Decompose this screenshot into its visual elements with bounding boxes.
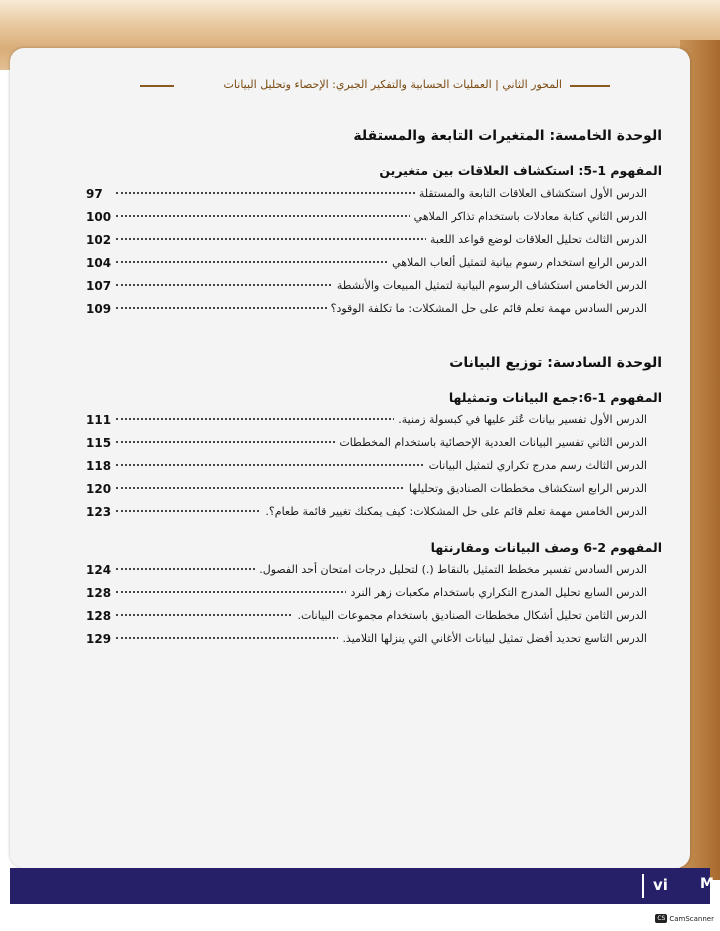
lesson-page-number: 128 (86, 586, 112, 600)
lesson-row[interactable] (86, 302, 647, 320)
lesson-row[interactable] (86, 279, 647, 297)
lesson-title: الدرس الرابع استكشاف مخططات الصناديق وتحليلها (405, 482, 647, 495)
lesson-row[interactable] (86, 609, 647, 627)
lesson-title: الدرس الخامس مهمة تعلم قائم على حل المشكلات: كيف يمكنك تغيير قائمة طعام؟. (261, 505, 647, 518)
lesson-page-number: 109 (86, 302, 112, 316)
footer-page-numeral: vi (653, 876, 668, 894)
lesson-title: الدرس الرابع استخدام رسوم بيانية لتمثيل ألعاب الملاهي (388, 256, 647, 269)
lesson-title: الدرس الأول استكشاف العلاقات التابعة والمستقلة (415, 187, 647, 200)
lesson-title: الدرس الثاني كتابة معادلات باستخدام تذاكر الملاهي (410, 210, 647, 223)
lesson-page-number: 107 (86, 279, 112, 293)
lesson-row[interactable] (86, 436, 647, 454)
concept-title: المفهوم 1-5: استكشاف العلاقات بين متغيرين (379, 163, 662, 178)
lesson-title: الدرس الثامن تحليل أشكال مخططات الصناديق باستخدام مجموعات البيانات. (293, 609, 647, 622)
camscanner-logo-icon: CS (657, 915, 666, 922)
header-rule-left (140, 85, 174, 87)
lesson-page-number: 118 (86, 459, 112, 473)
section-header-text: المحور الثاني | العمليات الحسابية والتفكير الجبري: الإحصاء وتحليل البيانات (223, 78, 562, 91)
lesson-page-number: 111 (86, 413, 112, 427)
scanner-watermark (655, 914, 714, 923)
lesson-page-number: 100 (86, 210, 112, 224)
lesson-title: الدرس الخامس استكشاف الرسوم البيانية لتمثيل المبيعات والأنشطة (333, 279, 647, 292)
lesson-page-number: 115 (86, 436, 112, 450)
scanner-label: CamScanner (669, 914, 714, 923)
footer-letter: M (700, 876, 714, 892)
lesson-row[interactable] (86, 563, 647, 581)
concept-title: المفهوم 2-6 وصف البيانات ومقارنتها (430, 540, 662, 555)
footer-bar (10, 868, 714, 904)
lesson-row[interactable] (86, 505, 647, 523)
lesson-title: الدرس الثالث رسم مدرج تكراري لتمثيل البيانات (425, 459, 647, 472)
lesson-row[interactable] (86, 482, 647, 500)
lesson-row[interactable] (86, 459, 647, 477)
lesson-page-number: 104 (86, 256, 112, 270)
lesson-title: الدرس الثالث تحليل العلاقات لوضع قواعد اللعبة (426, 233, 647, 246)
lesson-row[interactable] (86, 632, 647, 650)
lesson-title: الدرس التاسع تحديد أفضل تمثيل لبيانات الأغاني التي ينزلها التلاميذ. (338, 632, 647, 645)
lesson-row[interactable] (86, 187, 647, 205)
unit-title: الوحدة الخامسة: المتغيرات التابعة والمستقلة (353, 128, 662, 144)
lesson-title: الدرس الثاني تفسير البيانات العددية الإحصائية باستخدام المخططات (335, 436, 647, 449)
lesson-page-number: 123 (86, 505, 112, 519)
lesson-row[interactable] (86, 233, 647, 251)
lesson-title: الدرس السابع تحليل المدرج التكراري باستخدام مكعبات زهر النرد (346, 586, 647, 599)
footer-separator (642, 874, 644, 898)
lesson-row[interactable] (86, 256, 647, 274)
lesson-title: الدرس السادس مهمة تعلم قائم على حل المشكلات: ما تكلفة الوقود؟ (327, 302, 647, 315)
lesson-row[interactable] (86, 413, 647, 431)
lesson-page-number: 124 (86, 563, 112, 577)
lesson-row[interactable] (86, 586, 647, 604)
lesson-row[interactable] (86, 210, 647, 228)
section-header (0, 78, 720, 94)
lesson-page-number: 128 (86, 609, 112, 623)
lesson-page-number: 120 (86, 482, 112, 496)
lesson-page-number: 97 (86, 187, 103, 201)
header-rule-right (570, 85, 610, 87)
unit-title: الوحدة السادسة: توزيع البيانات (449, 355, 662, 371)
lesson-title: الدرس الأول تفسير بيانات عُثر عليها في كبسولة زمنية. (394, 413, 647, 426)
lesson-title: الدرس السادس تفسير مخطط التمثيل بالنقاط (.) لتحليل درجات امتحان أحد الفصول. (255, 563, 647, 576)
concept-title: المفهوم 1-6:جمع البيانات وتمثيلها (448, 390, 662, 405)
lesson-page-number: 102 (86, 233, 112, 247)
lesson-page-number: 129 (86, 632, 112, 646)
